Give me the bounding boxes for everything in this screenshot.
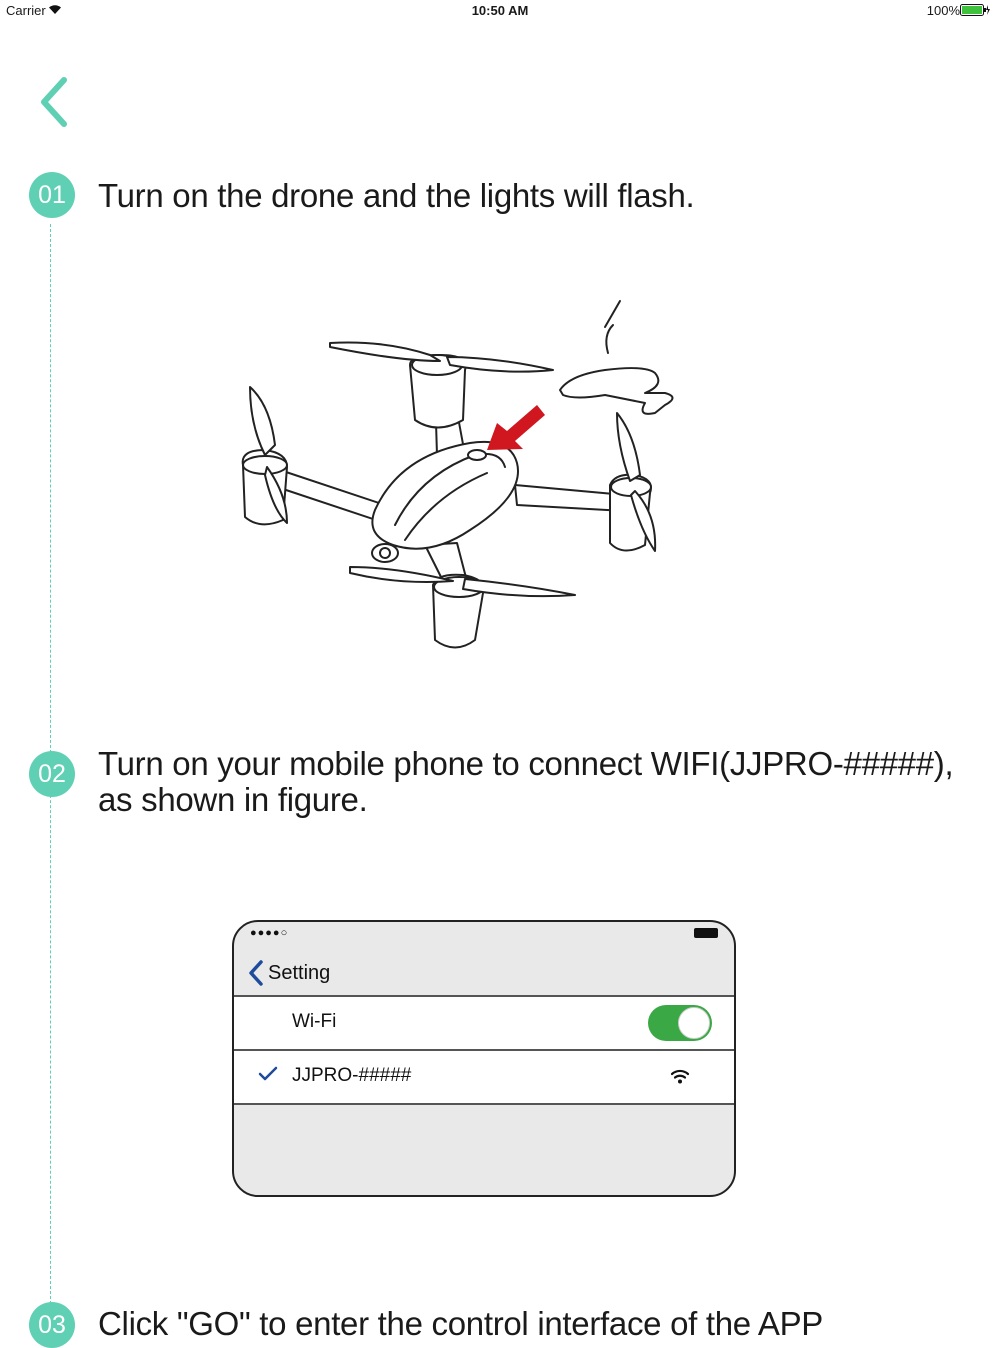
status-bar xyxy=(0,0,1000,22)
chevron-left-icon xyxy=(248,960,264,986)
settings-back-label: Setting xyxy=(268,961,331,984)
divider xyxy=(234,1103,734,1105)
wifi-toggle-row xyxy=(234,997,734,1049)
signal-strength-icon: ●●●●○ xyxy=(250,927,289,939)
drone-illustration xyxy=(225,295,705,665)
network-name: JJPRO-##### xyxy=(292,1065,412,1086)
wifi-toggle xyxy=(648,1005,712,1041)
battery-icon xyxy=(960,4,990,16)
step-instruction: Turn on the drone and the lights will flash. xyxy=(98,177,695,214)
settings-back-link xyxy=(248,960,330,986)
step-instruction: Click "GO" to enter the control interface of the APP xyxy=(98,1305,824,1342)
battery-icon xyxy=(694,928,718,938)
wifi-signal-icon xyxy=(670,1068,690,1084)
step-instruction: Turn on your mobile phone to connect WIFI(JJPRO-#####), as shown in figure. xyxy=(98,745,954,818)
step-number-badge: 01 xyxy=(29,172,75,218)
toggle-knob xyxy=(678,1007,710,1039)
phone-settings-illustration xyxy=(232,920,736,1197)
checkmark-icon xyxy=(258,1066,278,1082)
step-number-badge: 02 xyxy=(29,751,75,797)
battery-percent: 100% xyxy=(926,3,960,18)
step-number-badge: 03 xyxy=(29,1302,75,1348)
wifi-label: Wi-Fi xyxy=(292,1011,337,1032)
network-row xyxy=(234,1051,734,1103)
back-button[interactable] xyxy=(34,74,78,130)
chevron-left-icon xyxy=(34,74,78,130)
status-time: 10:50 AM xyxy=(471,3,529,18)
carrier-label: Carrier xyxy=(6,3,46,18)
